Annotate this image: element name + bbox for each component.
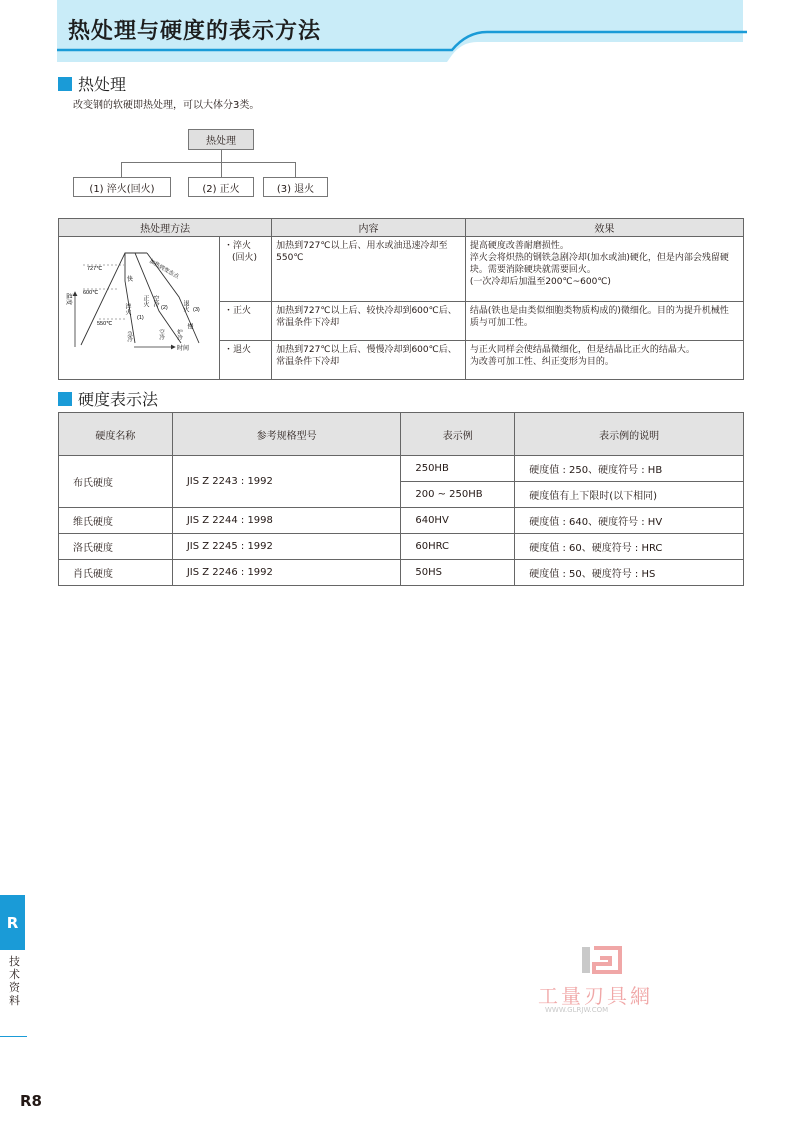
method-cell [220, 302, 272, 341]
hardness-name: 肖氏硬度 [59, 560, 173, 586]
heat-treatment-diagram [59, 237, 219, 364]
tree-child-quench: (1) 淬火(回火) [73, 177, 171, 197]
method-cell [220, 237, 272, 302]
method-line: ・淬火 [224, 241, 252, 251]
hardness-description: 硬度值 : 250、硬度符号 : HB [515, 456, 744, 482]
content-line: 常温条件下冷却 [276, 318, 340, 328]
table-header-row [59, 413, 744, 456]
hardness-name: 布氏硬度 [59, 456, 173, 508]
column-header: 表示例 [401, 413, 515, 456]
section-marker-icon [58, 77, 72, 91]
method-cell [220, 341, 272, 380]
watermark-text: 工量刃具網 [538, 984, 653, 1008]
effect-line: 与正火同样会使结晶微细化，但是结晶比正火的结晶大。 [469, 345, 695, 355]
effect-line: 为改善可加工性、纠正变形为目的。 [469, 357, 614, 367]
heat-diagram-cell [59, 237, 220, 380]
hardness-description: 硬度值 : 640、硬度符号 : HV [515, 508, 744, 534]
table-row [59, 560, 744, 586]
content-line: 常温条件下冷却 [276, 357, 340, 367]
content-cell [272, 341, 466, 380]
content-cell [272, 237, 466, 302]
effect-cell [465, 341, 743, 380]
content-line: 加热到727℃以上后、用水或油迅速冷却至 [276, 241, 448, 251]
y-axis-label: 温度 [65, 293, 71, 306]
side-rule [0, 1036, 27, 1037]
tree-connector [295, 162, 296, 177]
content-line: 550℃ [276, 253, 304, 263]
section-heading-hardness [58, 387, 158, 410]
temp-label-550: 550℃ [97, 321, 113, 327]
method-line: ・退火 [224, 345, 252, 355]
table-row [59, 534, 744, 560]
heat-treatment-table [58, 218, 744, 380]
method-line: ・正火 [224, 306, 252, 316]
side-label-char: 技 [9, 955, 20, 968]
effect-line: 淬火会将炽热的钢铁急剧冷却(加水或油)硬化，但是内部会残留硬块。需要消除硬块就需要回火。 [469, 253, 729, 275]
hardness-example: 640HV [401, 508, 515, 534]
side-label-char: 料 [9, 994, 20, 1007]
hardness-description: 硬度值有上下限时(以下相同) [515, 482, 744, 508]
side-label-char: 资 [9, 981, 20, 994]
normalize-number: (2) [161, 305, 168, 311]
section-title: 热处理 [78, 75, 127, 94]
content-cell [272, 302, 466, 341]
tree-connector [221, 162, 222, 177]
tree-child-anneal: (3) 退火 [263, 177, 328, 197]
hardness-description: 硬度值 : 60、硬度符号 : HRC [515, 534, 744, 560]
cool-label-2: 空冷 [158, 329, 164, 340]
hardness-example: 200 ~ 250HB [401, 482, 515, 508]
top-label: 加热到变态点 [148, 258, 180, 281]
air-label: 空冷 [152, 295, 158, 307]
hardness-standard: JIS Z 2246 : 1992 [172, 560, 401, 586]
tree-connector [121, 162, 122, 177]
anneal-label: 退火 [182, 300, 188, 312]
column-header: 效果 [465, 219, 743, 237]
quench-number: (1) [137, 315, 144, 321]
temp-label-727: 727℃ [87, 266, 103, 272]
side-tab[interactable]: R [0, 895, 25, 950]
watermark-url: WWW.GLRJW.COM [545, 1006, 609, 1014]
table-row [59, 456, 744, 482]
side-label-char: 术 [9, 968, 20, 981]
tree-root: 热处理 [188, 129, 254, 150]
column-header: 硬度名称 [59, 413, 173, 456]
slow-label: 慢 [186, 323, 192, 329]
page-title: 热处理与硬度的表示方法 [68, 19, 322, 44]
hardness-standard: JIS Z 2243 : 1992 [172, 456, 401, 508]
x-axis-label: 时间 [177, 346, 190, 352]
content-line: 加热到727℃以上后、较快冷却到600℃后、 [276, 306, 457, 316]
hardness-example: 60HRC [401, 534, 515, 560]
hardness-standard: JIS Z 2245 : 1992 [172, 534, 401, 560]
anneal-number: (3) [193, 307, 200, 313]
effect-line: 结晶(铁也是由类似细胞类物质构成的)微细化。目的为提升机械性 [469, 306, 729, 316]
hardness-standard: JIS Z 2244 : 1998 [172, 508, 401, 534]
column-header: 热处理方法 [59, 219, 272, 237]
tree-connector [221, 150, 222, 162]
normalize-label: 正火 [142, 295, 148, 307]
effect-line: (一次冷却后加温至200℃~600℃) [469, 277, 611, 287]
column-header: 表示例的说明 [515, 413, 744, 456]
temp-label-600: 600℃ [83, 290, 99, 296]
effect-cell [465, 302, 743, 341]
hardness-example: 50HS [401, 560, 515, 586]
cool-label-3: 炉冷 [176, 329, 182, 340]
fast-label: 快 [127, 277, 134, 283]
hardness-name: 维氏硬度 [59, 508, 173, 534]
table-row [59, 237, 744, 302]
side-label [2, 955, 27, 1007]
column-header: 内容 [272, 219, 466, 237]
effect-line: 提高硬度改善耐磨损性。 [469, 241, 569, 251]
hardness-table [58, 412, 744, 586]
effect-cell [465, 237, 743, 302]
section-marker-icon [58, 392, 72, 406]
effect-line: 质与可加工性。 [469, 318, 533, 328]
section-heading-heat [58, 72, 126, 95]
content-line: 加热到727℃以上后、慢慢冷却到600℃后、 [276, 345, 457, 355]
table-row [59, 508, 744, 534]
column-header: 参考规格型号 [172, 413, 401, 456]
hardness-name: 洛氏硬度 [59, 534, 173, 560]
tree-connector [121, 162, 296, 163]
cool-label-1: 急冷 [126, 331, 132, 342]
intro-text: 改变钢的软硬即热处理，可以大体分3类。 [73, 100, 260, 111]
method-line: (回火) [232, 253, 258, 263]
section-title: 硬度表示法 [78, 390, 159, 409]
tree-child-normalize: (2) 正火 [188, 177, 254, 197]
table-header-row [59, 219, 744, 237]
hardness-example: 250HB [401, 456, 515, 482]
hardness-description: 硬度值 : 50、硬度符号 : HS [515, 560, 744, 586]
page-number: R8 [20, 1092, 42, 1110]
quench-label: 淬火 [124, 303, 130, 315]
watermark-logo-icon [580, 944, 624, 976]
